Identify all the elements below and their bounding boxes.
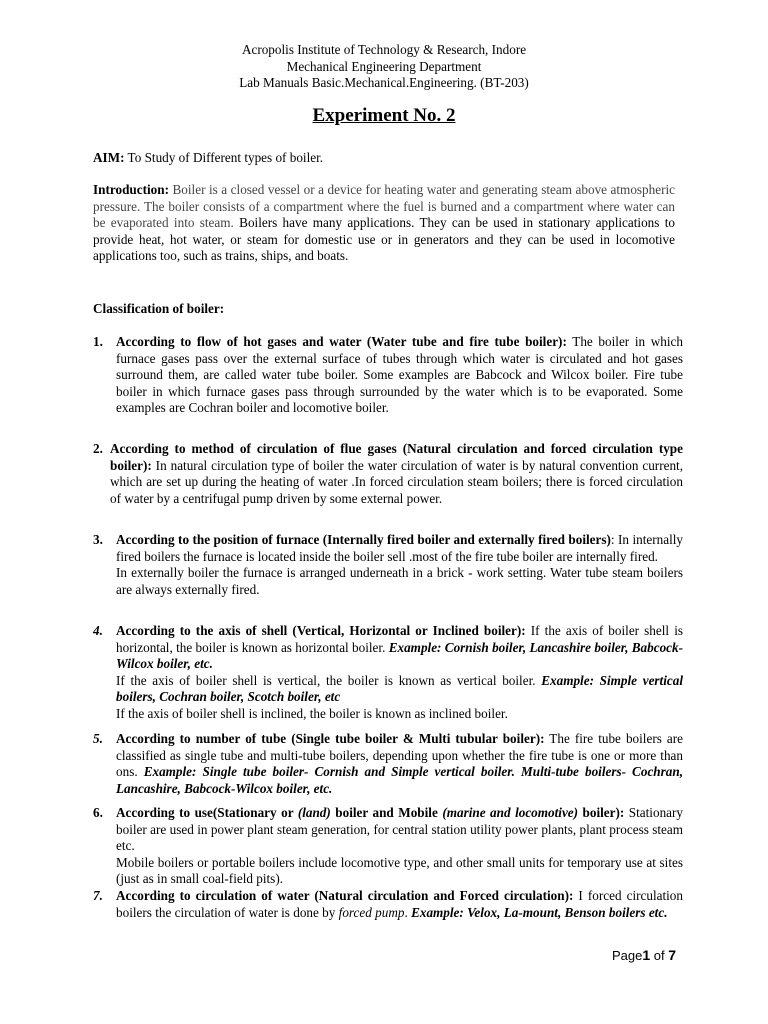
item-heading: According to flow of hot gases and water (Water tube and fire tube boiler): <box>116 334 567 349</box>
aim-label: AIM: <box>93 150 125 165</box>
list-item <box>93 623 683 723</box>
total-pages: 7 <box>668 947 676 963</box>
item-text-continued: Mobile boilers or portable boilers include locomotive type, and other small units for temporary use at sites (just as in small coal-field pits). <box>116 854 683 887</box>
introduction-paragraph <box>93 182 675 265</box>
list-item <box>93 532 683 598</box>
item-heading-continued: boiler and Mobile <box>330 805 443 820</box>
item-text: Stationary boiler are used in power plant steam generation, for central station utility power plants, plant process steam etc. <box>116 805 683 854</box>
item-heading-italic: (land) <box>297 805 331 820</box>
item-heading: According to the axis of shell (Vertical, Horizontal or Inclined boiler): <box>116 623 526 638</box>
item-number: 2. <box>93 441 103 456</box>
intro-applications: Boilers have many applications. They can be used in stationary applications to provide heat, hot water, or steam for domestic use or in generators and they can be used in locomotive applications too, such as trains, ships, and boats. <box>93 215 675 264</box>
intro-label: Introduction: <box>93 182 169 197</box>
item-number: 4. <box>93 623 103 638</box>
item-text: The fire tube boilers are classified as single tube and multi-tube boilers, depending upon whether the fire tube is one or more than ons. <box>116 731 683 780</box>
item-text: In natural circulation type of boiler the water circulation of water is by natural convention current, which are set up during the heating of water .In forced circulation steam boilers; there is forced circulation of water by a centrifugal pump driven by some external power. <box>110 457 683 506</box>
item-text: : In internally fired boilers the furnace is located inside the boiler sell .most of the fire tube boiler are internally fired. <box>116 532 683 564</box>
list-item <box>93 888 683 921</box>
list-item <box>93 731 683 797</box>
item-text: The boiler in which furnace gases pass over the external surface of tubes through which water is circulated and hot gases surround them, are called water tube boiler. Some examples are Babcock and Wilcox boiler. Fire tube boiler in which furnace gases pass through surrounded by the water which is to be evaporated. Some examples are Cochran boiler and locomotive boiler. <box>116 334 683 416</box>
item-number: 1. <box>93 334 103 349</box>
item-example: Example: Single tube boiler- Cornish and Simple vertical boiler. Multi-tube boilers- Cochran, Lancashire, Babcock-Wilcox boiler, etc. <box>116 764 683 796</box>
item-number: 6. <box>93 805 103 820</box>
item-heading-end: boiler): <box>578 805 625 820</box>
item-text-continued: In externally boiler the furnace is arranged underneath in a brick - work setting. Water tube steam boilers are always externally fired. <box>116 565 683 597</box>
list-item <box>93 441 683 507</box>
list-item <box>93 334 683 417</box>
institution-header <box>0 42 768 92</box>
manual-name: Lab Manuals Basic.Mechanical.Engineering. (BT-203) <box>239 75 529 91</box>
item-text-continued: If the axis of boiler shell is vertical, the boiler is known as vertical boiler. <box>116 672 542 688</box>
intro-definition: Boiler is a closed vessel or a device for heating water and generating steam above atmospheric pressure. The boiler consists of a compartment where the fuel is burned and a compartment where water can be evaporated into steam. <box>93 182 675 231</box>
item-text-italic: forced pump <box>338 904 405 920</box>
aim-text: To Study of Different types of boiler. <box>124 150 324 165</box>
item-example: Example: Velox, La-mount, Benson boilers etc. <box>411 904 668 920</box>
item-heading: According to circulation of water (Natural circulation and Forced circulation): <box>116 888 574 903</box>
item-heading: According to number of tube (Single tube boiler & Multi tubular boiler): <box>116 731 545 746</box>
list-item <box>93 805 683 888</box>
item-heading: According to the position of furnace (Internally fired boiler and externally fired boilers) <box>116 532 611 547</box>
item-heading-italic: (marine and locomotive) <box>442 805 579 820</box>
institution-name: Acropolis Institute of Technology & Research, Indore <box>241 42 527 57</box>
classification-heading: Classification of boiler: <box>93 301 225 316</box>
item-heading: According to method of circulation of flue gases (Natural circulation and forced circulation type boiler): <box>110 441 683 473</box>
item-heading: According to use(Stationary or <box>116 805 298 820</box>
item-text-end: . <box>404 904 412 920</box>
of-word: of <box>650 948 669 963</box>
department-name: Mechanical Engineering Department <box>286 58 482 74</box>
aim-paragraph <box>93 150 675 167</box>
item-example: Example: Cornish boiler, Lancashire boiler, Babcock-Wilcox boiler, etc. <box>116 639 684 672</box>
item-example: Example: Simple vertical boilers, Cochran boiler, Scotch boiler, etc <box>116 672 683 705</box>
experiment-title: Experiment No. 2 <box>312 105 456 126</box>
item-text: I forced circulation boilers the circulation of water is done by <box>116 888 683 920</box>
item-number: 3. <box>93 532 103 547</box>
current-page: 1 <box>642 947 651 963</box>
page-number <box>612 947 676 965</box>
item-text: If the axis of boiler shell is horizontal, the boiler is known as horizontal boiler. <box>116 623 683 655</box>
item-number: 5. <box>93 731 103 746</box>
item-text-continued: If the axis of boiler shell is inclined, the boiler is known as inclined boiler. <box>116 705 508 721</box>
page-word: Page <box>611 948 643 963</box>
item-number: 7. <box>93 888 103 903</box>
